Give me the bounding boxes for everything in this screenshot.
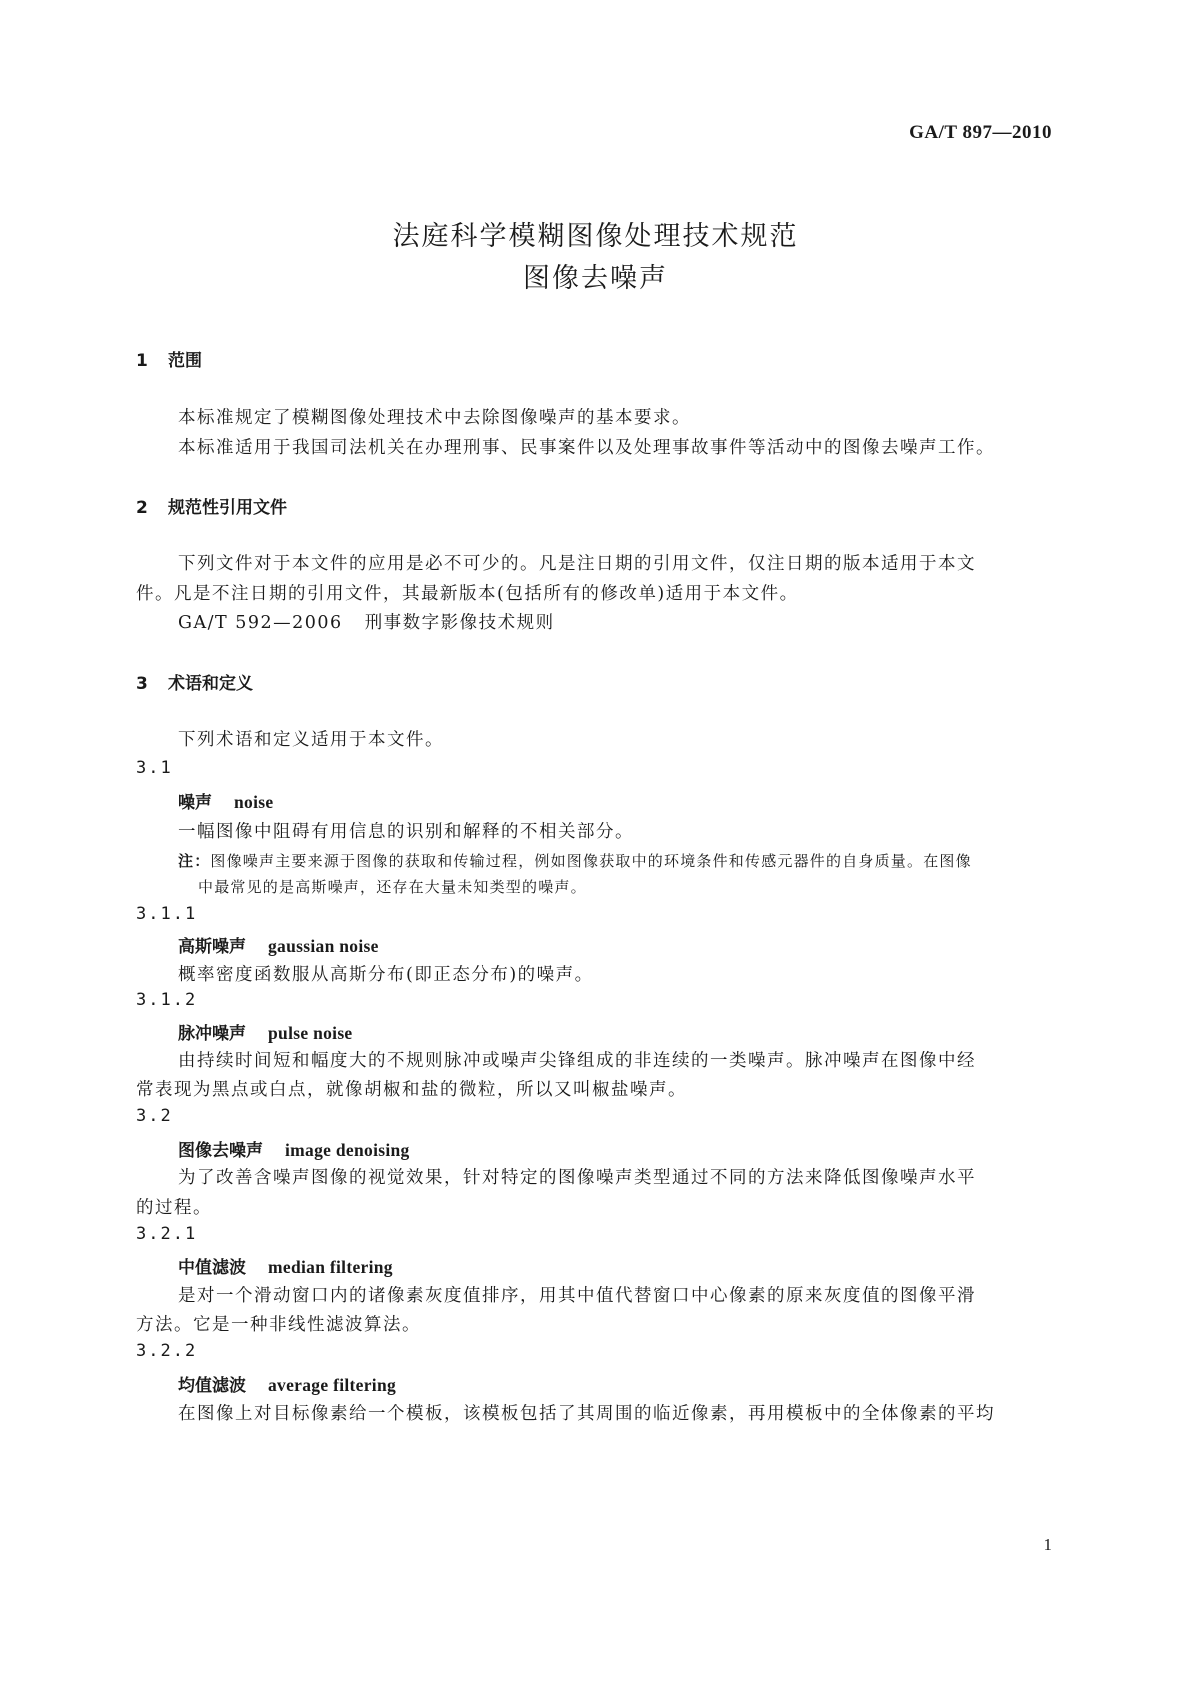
term-zh: 高斯噪声 <box>178 937 246 957</box>
reference-code: GA/T 592—2006 <box>178 613 343 633</box>
normative-reference <box>178 609 555 634</box>
section-1-heading <box>136 346 202 371</box>
clause-number: 3.1 <box>136 758 173 778</box>
term-zh: 脉冲噪声 <box>178 1024 246 1044</box>
reference-title: 刑事数字影像技术规则 <box>364 613 555 633</box>
definition: 概率密度函数服从高斯分布(即正态分布)的噪声。 <box>178 965 594 985</box>
section-3-heading <box>136 669 253 694</box>
definition: 由持续时间短和幅度大的不规则脉冲或噪声尖锋组成的非连续的一类噪声。脉冲噪声在图像中经 <box>178 1051 976 1071</box>
term-entry <box>178 1371 396 1396</box>
clause-number: 3.1.1 <box>136 904 198 924</box>
section-2-heading <box>136 493 287 518</box>
note-text: 图像噪声主要来源于图像的获取和传输过程，例如图像获取中的环境条件和传感元器件的自身质量。在图像 <box>210 852 972 870</box>
definition: 一幅图像中阻碍有用信息的识别和解释的不相关部分。 <box>178 822 634 842</box>
section-title: 范围 <box>168 351 202 371</box>
clause-number: 3.2 <box>136 1106 173 1126</box>
term-en: median filtering <box>268 1257 393 1277</box>
definition: 常表现为黑点或白点，就像胡椒和盐的微粒，所以又叫椒盐噪声。 <box>136 1080 687 1100</box>
definition: 的过程。 <box>136 1198 212 1218</box>
note-label: 注： <box>178 852 211 870</box>
clause-number: 3.2.2 <box>136 1341 198 1361</box>
term-entry <box>178 788 273 813</box>
document-number: GA/T 897—2010 <box>909 122 1052 143</box>
paragraph: 下列文件对于本文件的应用是必不可少的。凡是注日期的引用文件，仅注日期的版本适用于本文 <box>178 554 976 574</box>
definition: 在图像上对目标像素给一个模板，该模板包括了其周围的临近像素，再用模板中的全体像素的平均 <box>178 1404 995 1424</box>
note-text: 中最常见的是高斯噪声，还存在大量未知类型的噪声。 <box>198 878 587 896</box>
page-title-line1: 法庭科学模糊图像处理技术规范 <box>392 221 799 252</box>
term-zh: 中值滤波 <box>178 1258 246 1278</box>
section-title: 规范性引用文件 <box>168 498 287 518</box>
section-number: 2 <box>136 498 148 518</box>
definition: 为了改善含噪声图像的视觉效果，针对特定的图像噪声类型通过不同的方法来降低图像噪声水平 <box>178 1168 976 1188</box>
definition: 是对一个滑动窗口内的诸像素灰度值排序，用其中值代替窗口中心像素的原来灰度值的图像平滑 <box>178 1286 976 1306</box>
section-number: 3 <box>136 674 148 694</box>
term-zh: 均值滤波 <box>178 1376 246 1396</box>
term-en: gaussian noise <box>268 936 379 956</box>
page-title-line2: 图像去噪声 <box>523 263 668 294</box>
section-number: 1 <box>136 351 148 371</box>
section-title: 术语和定义 <box>168 674 253 694</box>
term-en: noise <box>234 792 274 812</box>
term-zh: 图像去噪声 <box>178 1141 263 1161</box>
term-zh: 噪声 <box>178 793 212 813</box>
page-number: 1 <box>1043 1535 1052 1554</box>
term-entry <box>178 932 379 957</box>
term-en: image denoising <box>285 1140 410 1160</box>
term-en: average filtering <box>268 1375 397 1395</box>
paragraph: 件。凡是不注日期的引用文件，其最新版本(包括所有的修改单)适用于本文件。 <box>136 584 799 604</box>
term-entry <box>178 1253 393 1278</box>
paragraph: 下列术语和定义适用于本文件。 <box>178 730 444 750</box>
term-entry <box>178 1136 410 1161</box>
clause-number: 3.1.2 <box>136 990 198 1010</box>
definition: 方法。它是一种非线性滤波算法。 <box>136 1315 421 1335</box>
clause-number: 3.2.1 <box>136 1224 198 1244</box>
note <box>178 850 972 871</box>
paragraph: 本标准适用于我国司法机关在办理刑事、民事案件以及处理事故事件等活动中的图像去噪声工作。 <box>178 438 995 458</box>
term-en: pulse noise <box>268 1023 353 1043</box>
paragraph: 本标准规定了模糊图像处理技术中去除图像噪声的基本要求。 <box>178 408 691 428</box>
term-entry <box>178 1019 353 1044</box>
